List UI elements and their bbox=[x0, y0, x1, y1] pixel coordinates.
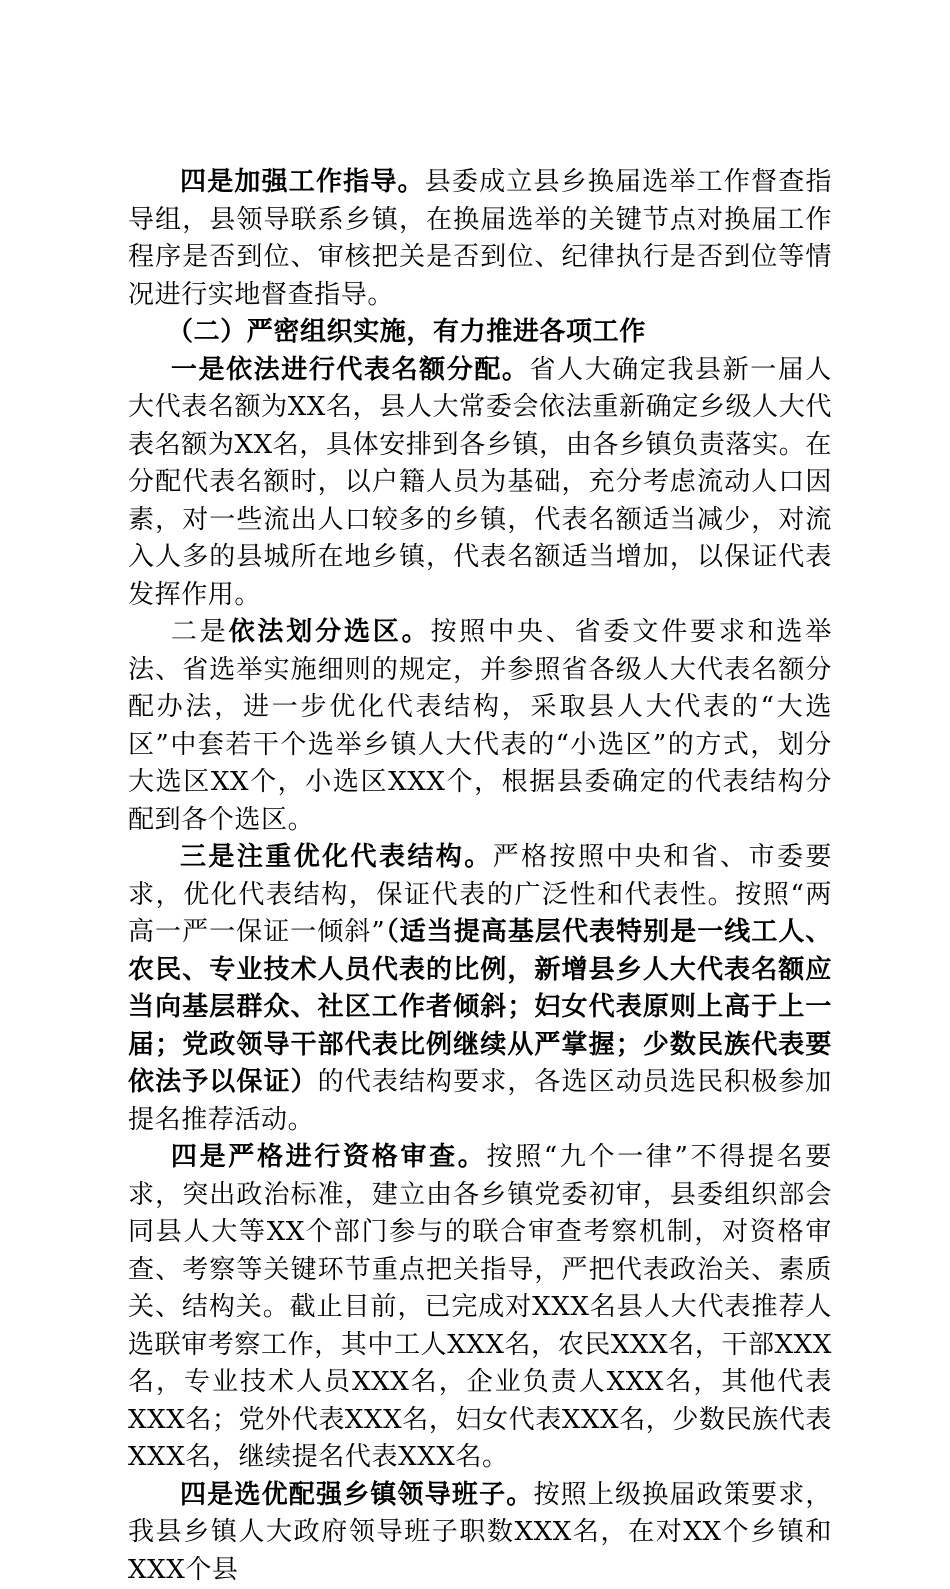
paragraph-text: 省人大确定我县新一届人大代表名额为XX名，县人大常委会依法重新确定乡级人大代表名额为XX名，具体安排到各乡镇，由各乡镇负责落实。在分配代表名额时，以户籍人员为基础，充分考虑流动人口因素，对一些流出人口较多的乡镇，代表名额适当减少，对流入人多的县城所在地乡镇，代表名额适当增加，以保证代表发挥作用。 bbox=[128, 355, 832, 610]
document-page bbox=[128, 164, 832, 1589]
paragraph-lead: 依法划分选区。 bbox=[229, 617, 431, 647]
paragraph-lead: 四是严格进行资格审查。 bbox=[171, 1142, 487, 1172]
paragraph-text: 严格按照中央和省、市委要求，优化代表结构，保证代表的广泛性和代表性。按照“两高一严一保证一倾斜” bbox=[128, 842, 832, 947]
paragraph-lead: 一是依法进行代表名额分配。 bbox=[171, 355, 530, 385]
paragraph-prefix: 二是 bbox=[171, 617, 229, 647]
paragraph-text: 按照中央、省委文件要求和选举法、省选举实施细则的规定，并参照省各级人大代表名额分配办法，进一步优化代表结构，采取县人大代表的“大选区”中套若干个选举乡镇人大代表的“小选区”的方式，划分大选区XX个，小选区XXX个，根据县委确定的代表结构分配到各个选区。 bbox=[128, 617, 832, 835]
paragraph-text: 按照上级换届政策要求，我县乡镇人大政府领导班子职数XXX名，在对XX个乡镇和XXX个县 bbox=[128, 1480, 832, 1585]
paragraph-bold-parenthetical: （适当提高基层代表特别是一线工人、农民、专业技术人员代表的比例，新增县乡人大代表名额应当向基层群众、社区工作者倾斜；妇女代表原则上高于上一届；党政领导干部代表比例继续从严掌握；少数民族代表要依法予以保证） bbox=[128, 917, 832, 1097]
paragraph-text: 按照“九个一律”不得提名要求，突出政治标准，建立由各乡镇党委初审，县委组织部会同县人大等XX个部门参与的联合审查考察机制，对资格审查、考察等关键环节重点把关指导，严把代表政治关、素质关、结构关。截止目前，已完成对XXX名县人大代表推荐人选联审考察工作，其中工人XXX名，农民XXX名，干部XXX名，专业技术人员XXX名，企业负责人XXX名，其他代表XXX名；党外代表XXX名，妇女代表XXX名，少数民族代表XXX名，继续提名代表XXX名。 bbox=[128, 1142, 832, 1472]
section-subheading: （二）严密组织实施，有力推进各项工作 bbox=[128, 314, 832, 352]
paragraph-quota-allocation bbox=[128, 352, 832, 615]
paragraph-lead: 四是选优配强乡镇领导班子。 bbox=[180, 1480, 533, 1510]
paragraph-work-guidance bbox=[128, 164, 832, 314]
paragraph-structure-optimization bbox=[128, 839, 832, 1139]
paragraph-leadership-teams bbox=[128, 1477, 832, 1589]
paragraph-qualification-review bbox=[128, 1139, 832, 1477]
paragraph-text: 县委成立县乡换届选举工作督查指导组，县领导联系乡镇，在换届选举的关键节点对换届工作程序是否到位、审核把关是否到位、纪律执行是否到位等情况进行实地督查指导。 bbox=[128, 167, 832, 310]
paragraph-lead: 三是注重优化代表结构。 bbox=[180, 842, 493, 872]
paragraph-lead: 四是加强工作指导。 bbox=[180, 167, 425, 197]
paragraph-constituency-division bbox=[128, 614, 832, 839]
paragraph-tail: 的代表结构要求，各选区动员选民积极参加提名推荐活动。 bbox=[128, 1067, 832, 1135]
